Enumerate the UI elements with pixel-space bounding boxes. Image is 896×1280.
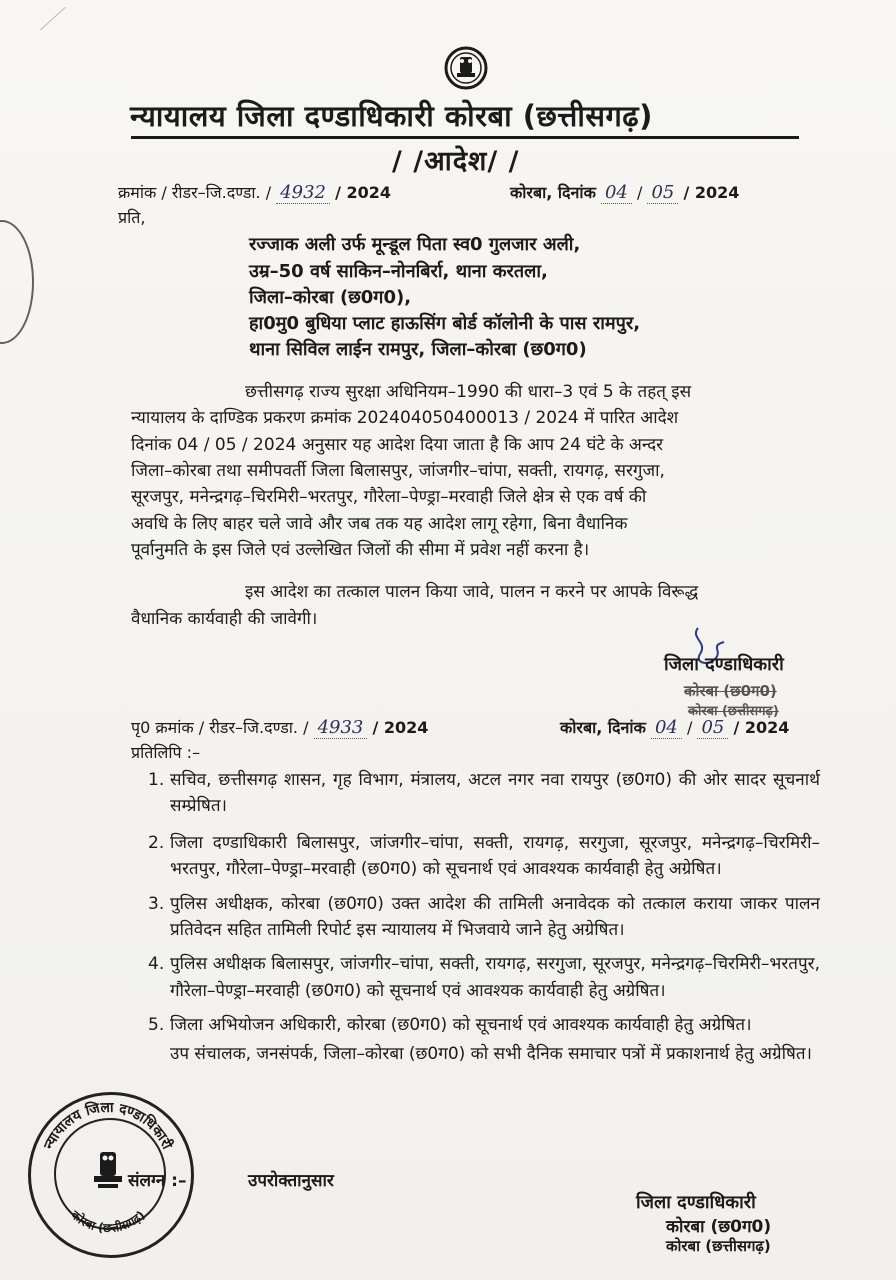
copy-reference bbox=[131, 716, 428, 738]
signature2-title: जिला दण्डाधिकारी bbox=[636, 1192, 756, 1213]
copy-date-year: / 2024 bbox=[733, 718, 790, 737]
copy-day: 04 bbox=[651, 717, 682, 739]
order-ref-prefix: क्रमांक / रीडर–जि.दण्डा. / bbox=[118, 183, 272, 202]
signature2-line: कोरबा (छत्तीसगढ़) bbox=[666, 1237, 771, 1255]
body-line: न्यायालय के दाण्डिक प्रकरण क्रमांक 202404050400013 / 2024 में पारित आदेश bbox=[131, 408, 679, 428]
address-line: हा0मु0 बुधिया प्लाट हाऊसिंग बोर्ड कॉलोनी के पास रामपुर, bbox=[249, 313, 641, 334]
order-date-year: / 2024 bbox=[683, 183, 740, 202]
enclosure-label: संलग्न :– bbox=[128, 1171, 187, 1191]
list-item: 2. जिला दण्डाधिकारी बिलासपुर, जांजगीर–चांपा, सक्ती, रायगढ़, सरगुजा, सूरजपुर, मनेन्द्रगढ़–चिरमिरी–भरतपुर, गौरेला–पेण्ड्रा–मरवाही (छ0ग0) को सूचनार्थ एवं आवश्यक कार्यवाही हेतु अग्रेषित। bbox=[148, 832, 820, 880]
order-day: 04 bbox=[601, 182, 632, 204]
copy-label: प्रतिलिपि :– bbox=[131, 743, 201, 762]
address-line: उम्र–50 वर्ष साकिन–नोनबिर्रा, थाना करतला, bbox=[249, 261, 548, 282]
order-heading: / /आदेश/ / bbox=[392, 146, 520, 177]
body-line: दिनांक 04 / 05 / 2024 अनुसार यह आदेश दिया जाता है कि आप 24 घंटे के अन्दर bbox=[131, 435, 664, 455]
address-line: थाना सिविल लाईन रामपुर, जिला–कोरबा (छ0ग0) bbox=[249, 339, 587, 360]
copy-ref-prefix: पृ0 क्रमांक / रीडर–जि.दण्डा. / bbox=[131, 718, 309, 737]
copy-date-label: कोरबा, दिनांक bbox=[560, 718, 646, 737]
body-line: जिला–कोरबा तथा समीपवर्ती जिला बिलासपुर, जांजगीर–चांपा, सक्ती, रायगढ़, सरगुजा, bbox=[131, 461, 665, 481]
order-date bbox=[510, 181, 739, 203]
body-line: इस आदेश का तत्काल पालन किया जावे, पालन न करने पर आपके विरूद्ध bbox=[245, 582, 699, 602]
address-line: जिला–कोरबा (छ0ग0), bbox=[249, 287, 412, 308]
copy-date: कोरबा, दिनांक 04 / 05 / 2024 bbox=[560, 717, 790, 738]
court-title: न्यायालय जिला दण्डाधिकारी कोरबा (छत्तीसगढ़) bbox=[130, 99, 653, 133]
copy-year: / 2024 bbox=[372, 718, 429, 737]
list-item: 4. पुलिस अधीक्षक बिलासपुर, जांजगीर–चांपा, सक्ती, रायगढ़, सरगुजा, सूरजपुर, मनेन्द्रगढ़–चिरमिरी–भरतपुर, गौरेला–पेण्ड्रा–मरवाही (छ0ग0) को सूचनार्थ एवं आवश्यक कार्यवाही हेतु अग्रेषित। bbox=[148, 954, 820, 1001]
edge-shadow bbox=[0, 220, 34, 344]
copy-list bbox=[148, 767, 820, 1067]
svg-text:न्यायालय जिला दण्डाधिकारी bbox=[41, 1099, 177, 1153]
body-line: अवधि के लिए बाहर चले जावे और जब तक यह आदेश लागू रहेगा, बिना वैधानिक bbox=[131, 514, 628, 534]
enclosure-value: उपरोक्तानुसार bbox=[248, 1171, 334, 1191]
list-item: 1. सचिव, छत्तीसगढ़ शासन, गृह विभाग, मंत्रालय, अटल नगर नवा रायपुर (छ0ग0) की ओर सादर सूचनार्थ सम्प्रेषित। bbox=[148, 770, 820, 817]
list-item: 3. पुलिस अधीक्षक, कोरबा (छ0ग0) उक्त आदेश की तामिली अनावेदक को तत्काल कराया जाकर पालन प्रतिवेदन सहित तामिली रिपोर्ट इस न्यायालय में भिजवाये जाने हेतु अग्रेषित। bbox=[148, 893, 820, 941]
address-line: रज्जाक अली उर्फ मून्डूल पिता स्व0 गुलजार अली, bbox=[249, 234, 581, 255]
copy-number-handwritten: 4933 bbox=[314, 717, 368, 739]
seal-bottom-text: कोरबा (छत्तीसगढ़) bbox=[68, 1207, 148, 1236]
svg-text:कोरबा (छत्तीसगढ़) bbox=[68, 1207, 148, 1235]
order-number-handwritten: 4932 bbox=[276, 182, 330, 204]
title-underline bbox=[131, 136, 799, 139]
seal-emblem-icon bbox=[86, 1148, 130, 1198]
national-emblem-icon bbox=[443, 45, 489, 97]
body-line: पूर्वानुमति के इस जिले एवं उल्लेखित जिलों की सीमा में प्रवेश नहीं करना है। bbox=[131, 540, 590, 560]
signature1-title: जिला दण्डाधिकारी bbox=[664, 654, 784, 675]
copy-month: 05 bbox=[697, 717, 728, 739]
body-line: सूरजपुर, मनेन्द्रगढ़–चिरमिरी–भरतपुर, गौरेला–पेण्ड्रा–मरवाही जिले क्षेत्र से एक वर्ष की bbox=[131, 487, 647, 507]
order-reference bbox=[118, 181, 391, 203]
order-date-label: कोरबा, दिनांक bbox=[510, 183, 596, 202]
body-line: छत्तीसगढ़ राज्य सुरक्षा अधिनियम–1990 की धारा–3 एवं 5 के तहत् इस bbox=[245, 382, 692, 402]
list-item: 5. जिला अभियोजन अधिकारी, कोरबा (छ0ग0) को सूचनार्थ एवं आवश्यक कार्यवाही हेतु अग्रेषित। bbox=[148, 1015, 752, 1036]
fold-mark bbox=[40, 7, 66, 30]
order-date-sep: / bbox=[636, 183, 643, 202]
signature2-line: कोरबा (छ0ग0) bbox=[666, 1217, 772, 1237]
list-item: उप संचालक, जनसंपर्क, जिला–कोरबा (छ0ग0) को सभी दैनिक समाचार पत्रों में प्रकाशनार्थ हेतु अग्रेषित। bbox=[170, 1043, 813, 1064]
order-year: / 2024 bbox=[335, 183, 392, 202]
seal-top-text: न्यायालय जिला दण्डाधिकारी bbox=[41, 1099, 175, 1152]
body-line: वैधानिक कार्यवाही की जावेगी। bbox=[131, 609, 318, 629]
order-month: 05 bbox=[647, 182, 678, 204]
signature1-stamp-line2: कोरबा (छत्तीसगढ़) bbox=[688, 704, 779, 719]
to-label: प्रति, bbox=[118, 208, 146, 227]
signature1-stamp-line: कोरबा (छ0ग0) bbox=[684, 682, 777, 700]
